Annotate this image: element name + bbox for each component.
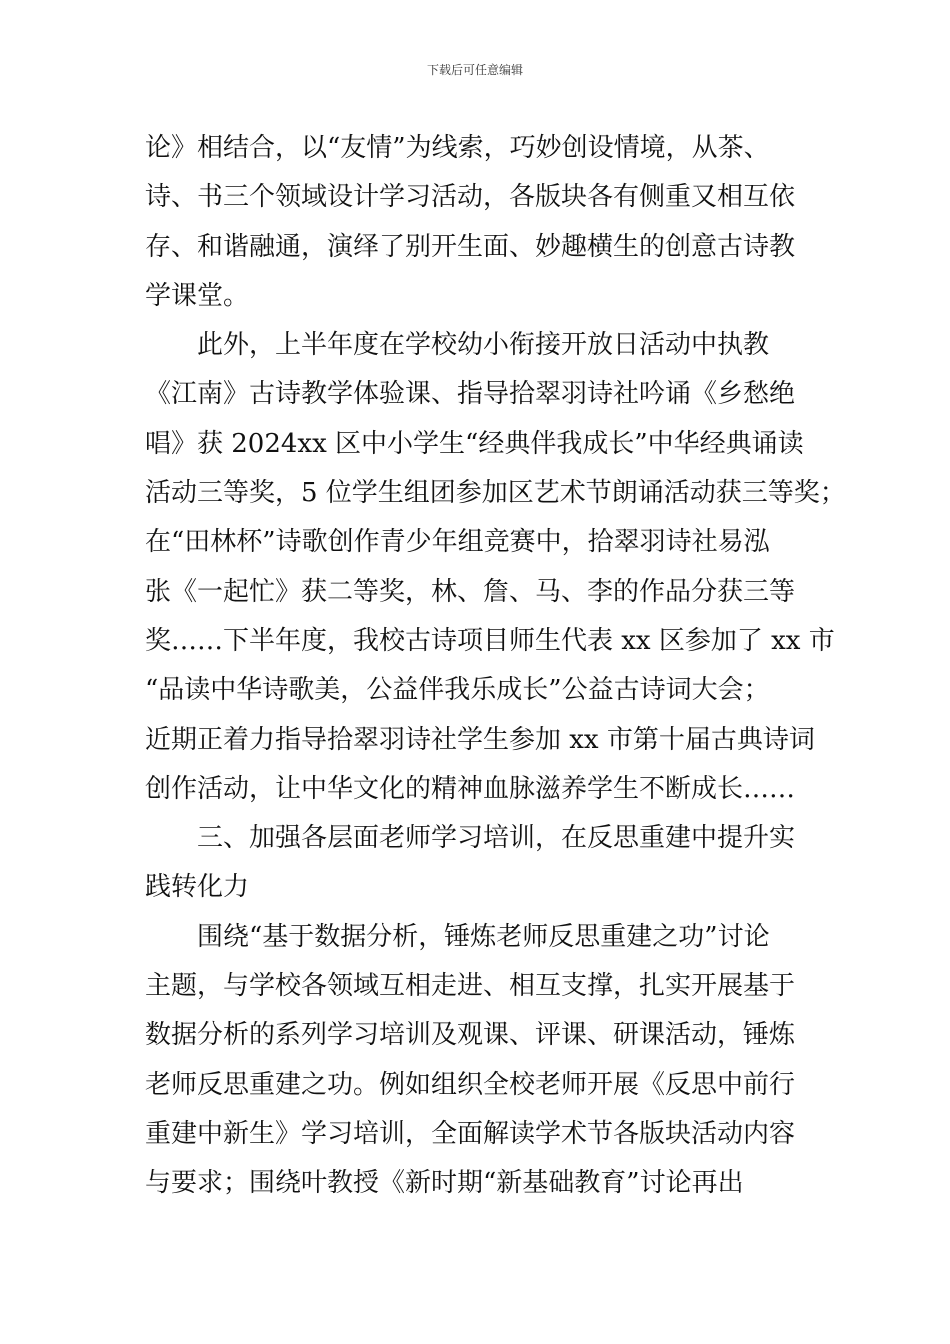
text-line: 诗、书三个领域设计学习活动，各版块各有侧重又相互依 [145, 182, 796, 213]
text-line: 活动三等奖，5 位学生组团参加区艺术节朗诵活动获三等奖； [145, 478, 846, 509]
text-line: 奖……下半年度，我校古诗项目师生代表 xx 区参加了 xx 市 [145, 625, 835, 656]
text-line: 与要求；围绕叶教授《新时期“新基础教育”讨论再出 [145, 1168, 744, 1199]
text-line: 主题，与学校各领域互相走进、相互支撑，扎实开展基于 [145, 971, 796, 1002]
text-line: 唱》获 2024xx 区中小学生“经典伴我成长”中华经典诵读 [145, 428, 804, 459]
page-header: 下载后可任意编辑 [426, 63, 523, 77]
paragraph-first-line: 此外，上半年度在学校幼小衔接开放日活动中执教 [197, 330, 770, 361]
section-heading-line: 三、加强各层面老师学习培训，在反思重建中提升实 [197, 823, 796, 854]
text-line: 存、和谐融通，演绎了别开生面、妙趣横生的创意古诗教 [145, 231, 796, 262]
text-line: 学课堂。 [145, 280, 250, 311]
text-line: 数据分析的系列学习培训及观课、评课、研课活动，锤炼 [145, 1020, 796, 1051]
text-line: 在“田林杯”诗歌创作青少年组竞赛中，拾翠羽诗社易泓 [145, 527, 770, 558]
text-line: 创作活动，让中华文化的精神血脉滋养学生不断成长…… [145, 773, 796, 804]
text-line: 老师反思重建之功。例如组织全校老师开展《反思中前行 [145, 1069, 796, 1100]
text-line: 重建中新生》学习培训，全面解读学术节各版块活动内容 [145, 1118, 796, 1149]
section-heading-line: 践转化力 [145, 872, 250, 903]
text-line: “品读中华诗歌美，公益伴我乐成长”公益古诗词大会； [145, 675, 770, 706]
text-line: 张《一起忙》获二等奖，林、詹、马、李的作品分获三等 [145, 576, 796, 607]
text-line: 论》相结合，以“友情”为线索，巧妙创设情境，从茶、 [145, 133, 770, 163]
paragraph-first-line: 围绕“基于数据分析，锤炼老师反思重建之功”讨论 [197, 921, 770, 952]
text-line: 近期正着力指导拾翠羽诗社学生参加 xx 市第十届古典诗词 [145, 724, 815, 755]
document-body [145, 124, 846, 1209]
text-line: 《江南》古诗教学体验课、指导拾翠羽诗社吟诵《乡愁绝 [145, 379, 796, 410]
